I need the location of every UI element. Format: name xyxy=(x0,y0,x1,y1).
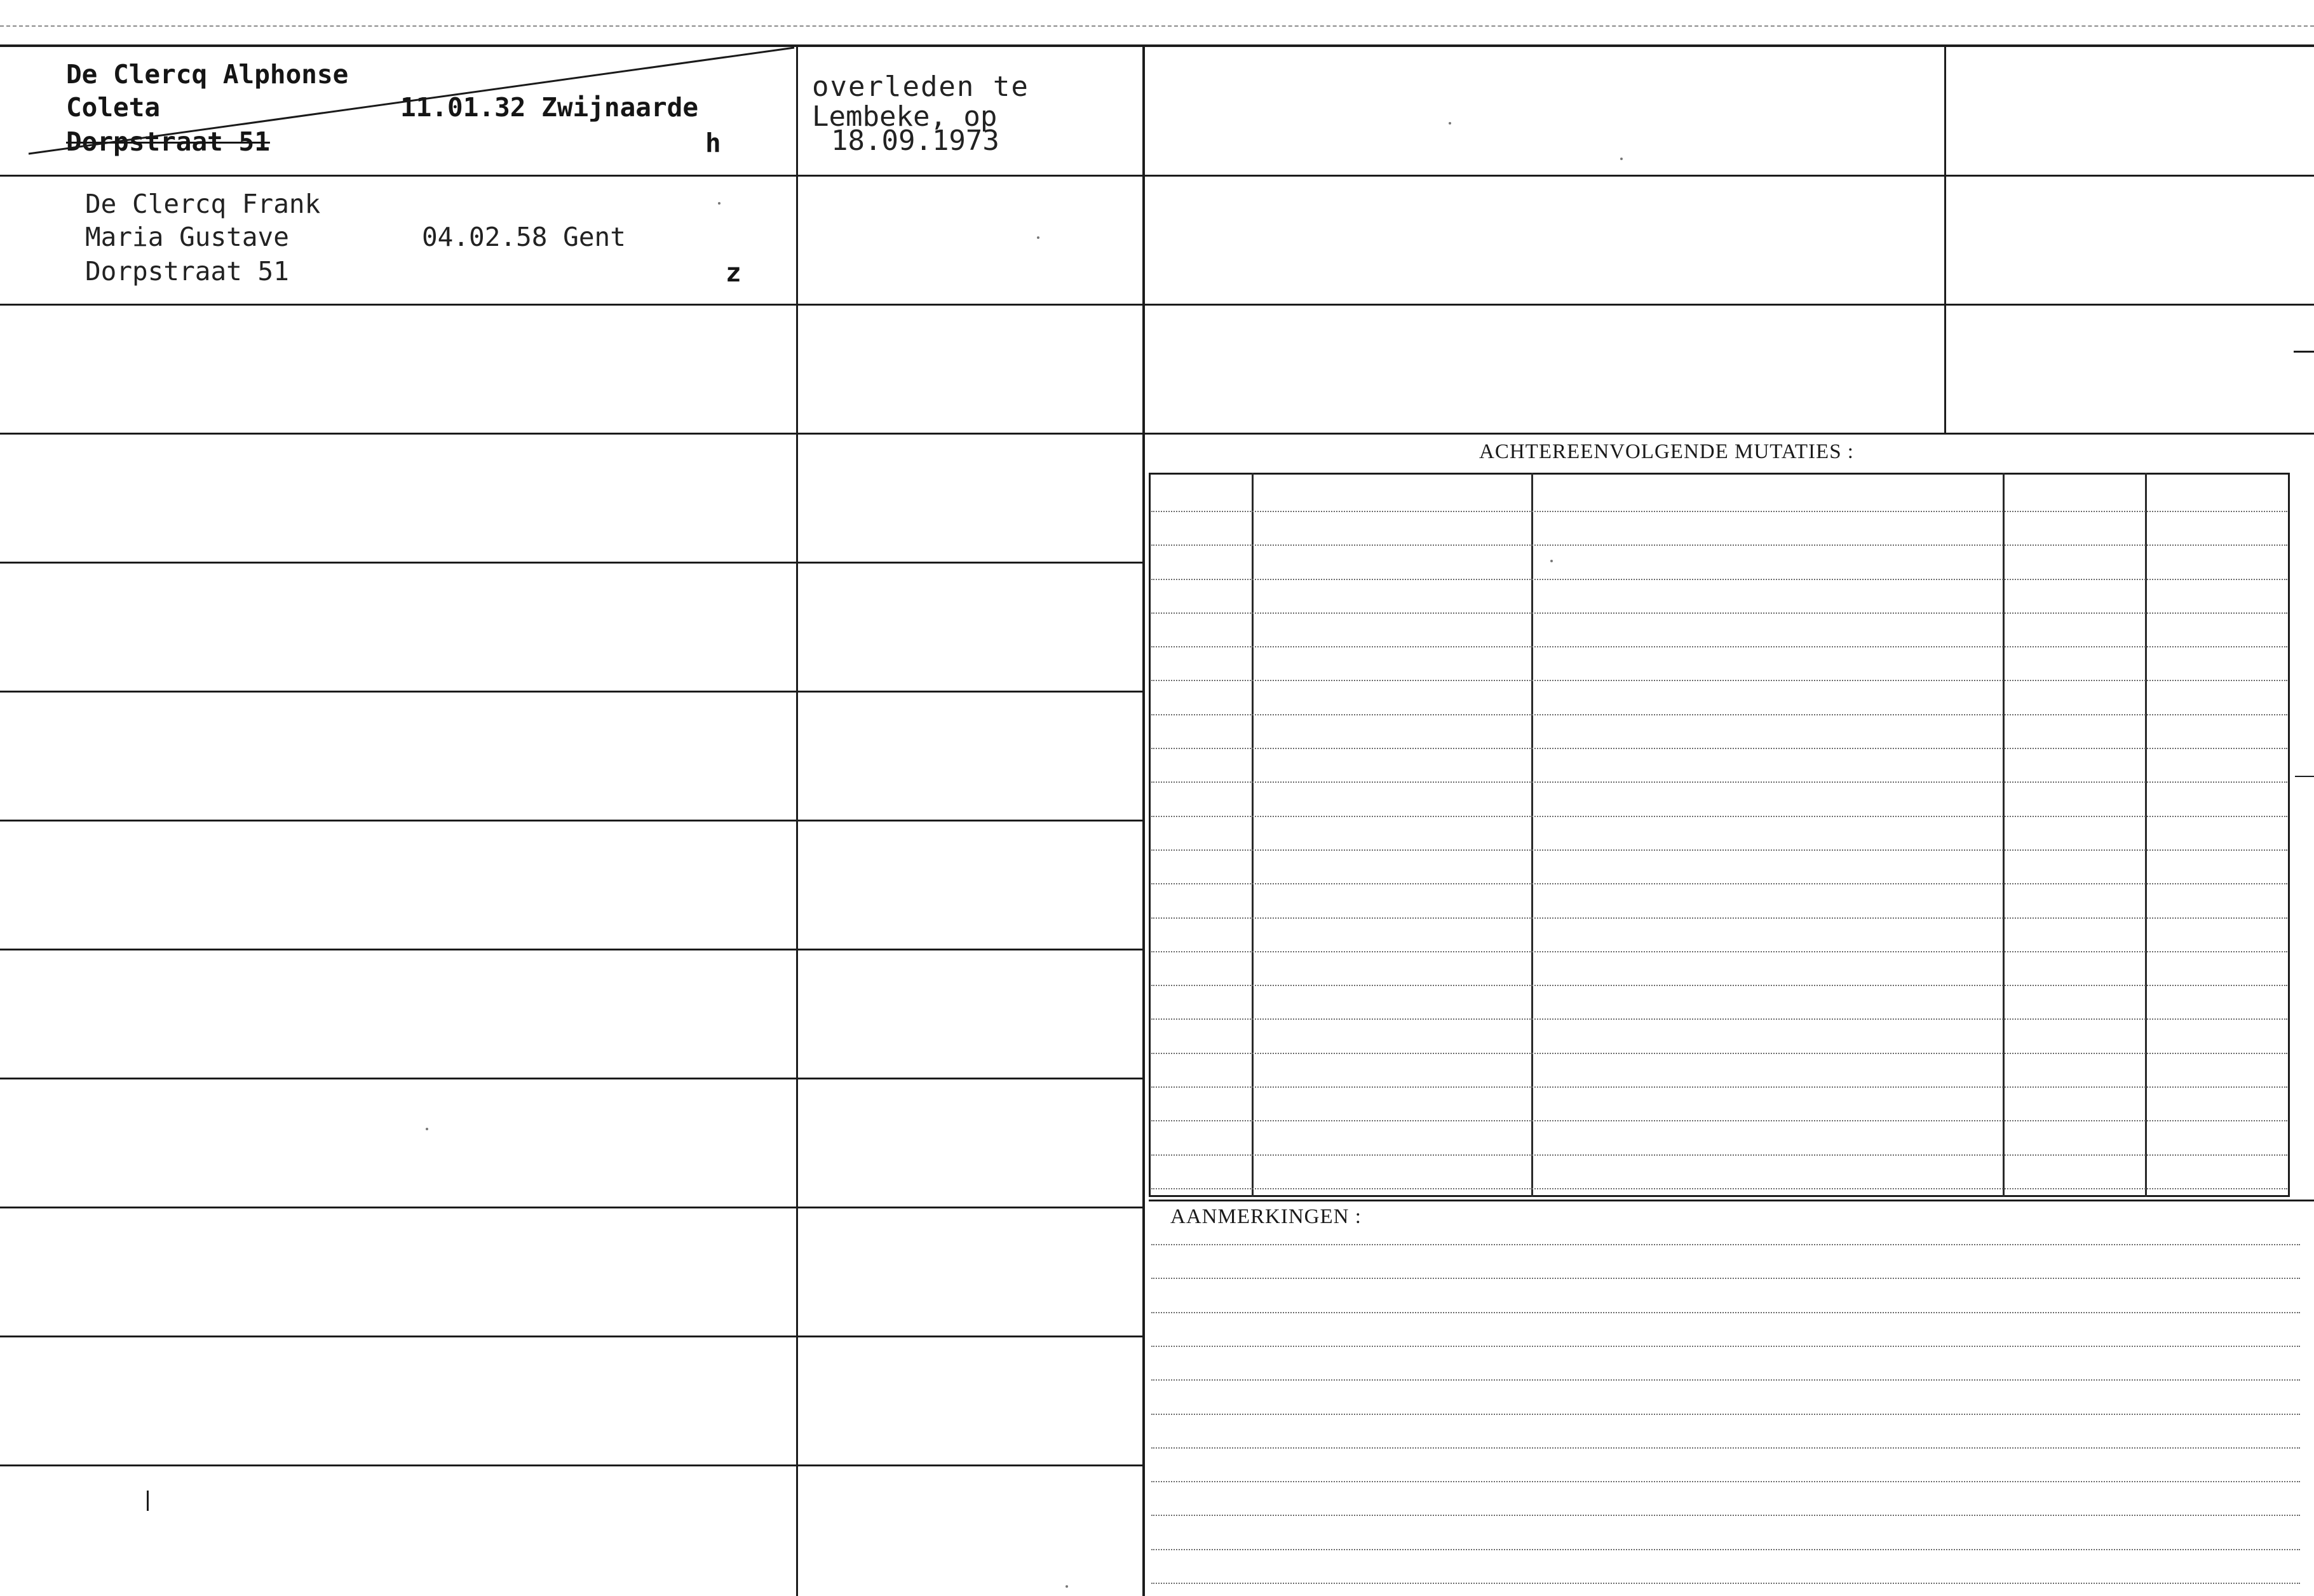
row-separator xyxy=(0,562,1144,564)
right-row-separator xyxy=(1144,304,2314,306)
column-divider-name xyxy=(796,46,798,1596)
mutations-ruled-line xyxy=(1151,951,2287,952)
remarks-ruled-line xyxy=(1151,1583,2300,1584)
scan-speck xyxy=(1066,1585,1068,1588)
remarks-top-border xyxy=(1149,1200,2314,1201)
remarks-ruled-line xyxy=(1151,1447,2300,1449)
mutations-ruled-line xyxy=(1151,612,2287,614)
mutations-ruled-line xyxy=(1151,1053,2287,1054)
record-2-address: Dorpstraat 51 xyxy=(85,256,289,287)
right-row-separator xyxy=(1144,175,2314,177)
mutations-ruled-line xyxy=(1151,816,2287,817)
mutations-ruled-line xyxy=(1151,646,2287,647)
row-separator xyxy=(0,433,1144,435)
remarks-ruled-line xyxy=(1151,1312,2300,1313)
record-1-birth: 11.01.32 Zwijnaarde xyxy=(400,92,698,123)
row-separator xyxy=(0,820,1144,822)
remarks-ruled-line xyxy=(1151,1244,2300,1245)
row-separator xyxy=(0,691,1144,693)
record-1-cancel-stroke xyxy=(0,44,801,159)
remarks-ruled-line xyxy=(1151,1278,2300,1279)
scan-speck xyxy=(1550,560,1553,562)
mutations-ruled-line xyxy=(1151,1120,2287,1121)
mutations-left-border xyxy=(1149,473,1151,1197)
mutations-right-border xyxy=(2288,473,2290,1197)
record-1-death-note-line1: overleden te xyxy=(812,71,1029,103)
mutations-col-divider xyxy=(2003,473,2005,1197)
remarks-ruled-line xyxy=(1151,1549,2300,1550)
mutations-ruled-line xyxy=(1151,849,2287,851)
remarks-ruled-line xyxy=(1151,1379,2300,1381)
record-1-death-date: 18.09.1973 xyxy=(831,125,999,157)
pencil-mark xyxy=(147,1491,149,1511)
top-scan-noise xyxy=(0,25,2314,27)
scan-speck xyxy=(1620,158,1623,160)
mutations-ruled-line xyxy=(1151,1188,2287,1189)
remarks-ruled-line xyxy=(1151,1346,2300,1347)
record-2-relation: z xyxy=(726,257,741,288)
row-separator xyxy=(0,949,1144,950)
row-separator xyxy=(0,304,1144,306)
mutations-ruled-line xyxy=(1151,883,2287,884)
mutations-col-divider xyxy=(2145,473,2147,1197)
row-separator xyxy=(0,1336,1144,1337)
column-divider-right xyxy=(1944,46,1946,433)
row-separator xyxy=(0,1464,1144,1466)
mutations-ruled-line xyxy=(1151,781,2287,783)
record-1-address: Dorpstraat 51 xyxy=(66,126,270,157)
row-separator xyxy=(0,175,1144,177)
mutations-ruled-line xyxy=(1151,511,2287,512)
mutations-ruled-line xyxy=(1151,714,2287,715)
mutations-bottom-border xyxy=(1149,1195,2290,1197)
mutations-col-divider xyxy=(1531,473,1533,1197)
record-2-given-names: Maria Gustave xyxy=(85,222,289,252)
remarks-heading: AANMERKINGEN : xyxy=(1170,1205,1362,1228)
record-1-given-name: Coleta xyxy=(66,92,161,123)
record-1-relation: h xyxy=(705,128,721,158)
right-row-separator xyxy=(1144,433,2314,435)
margin-tick xyxy=(2295,776,2314,777)
scan-speck xyxy=(1449,122,1451,125)
scan-speck xyxy=(718,202,721,205)
remarks-ruled-line xyxy=(1151,1515,2300,1516)
mutations-top-border xyxy=(1149,473,2290,475)
mutations-ruled-line xyxy=(1151,579,2287,580)
record-1-name: De Clercq Alphonse xyxy=(66,59,349,90)
mutations-ruled-line xyxy=(1151,544,2287,546)
column-divider-notes xyxy=(1142,46,1145,1596)
scan-speck xyxy=(1037,236,1039,239)
mutations-ruled-line xyxy=(1151,680,2287,681)
record-2-birth: 04.02.58 Gent xyxy=(422,222,626,252)
mutations-ruled-line xyxy=(1151,917,2287,919)
mutations-ruled-line xyxy=(1151,1018,2287,1020)
record-1-death-note-line2: Lembeke, op xyxy=(812,100,998,133)
mutations-ruled-line xyxy=(1151,1154,2287,1156)
mutations-ruled-line xyxy=(1151,985,2287,986)
remarks-ruled-line xyxy=(1151,1481,2300,1482)
record-2-name: De Clercq Frank xyxy=(85,189,321,219)
mutations-ruled-line xyxy=(1151,1086,2287,1088)
row-separator xyxy=(0,1207,1144,1208)
mutations-col-divider xyxy=(1252,473,1254,1197)
mutations-heading: ACHTEREENVOLGENDE MUTATIES : xyxy=(1479,440,1854,463)
scan-speck xyxy=(426,1128,428,1130)
margin-tick xyxy=(2294,351,2314,353)
row-separator xyxy=(0,1078,1144,1079)
mutations-ruled-line xyxy=(1151,748,2287,749)
remarks-ruled-line xyxy=(1151,1414,2300,1415)
